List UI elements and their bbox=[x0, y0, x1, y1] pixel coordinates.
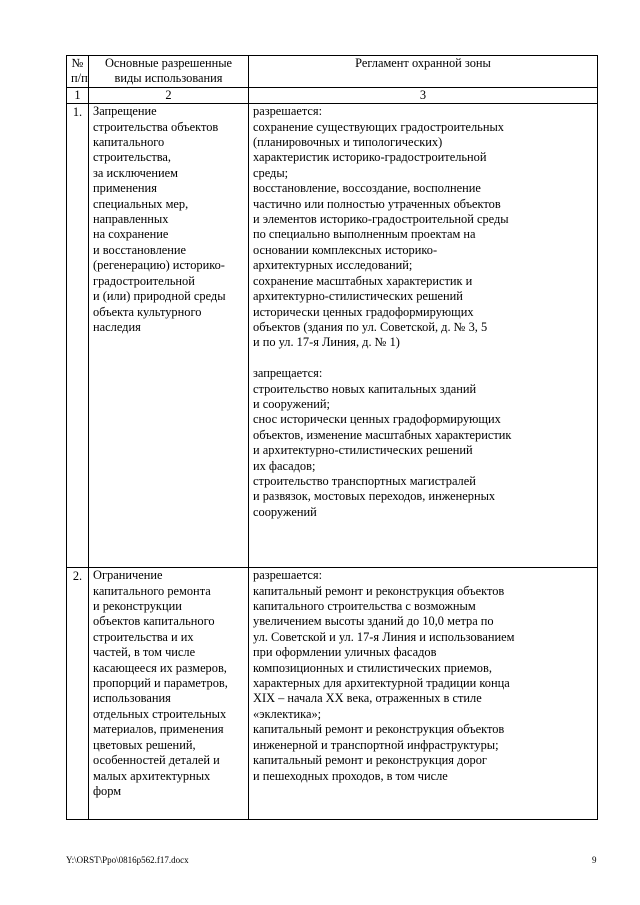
uses-line: направленных bbox=[93, 212, 169, 227]
regulation-line: строительство новых капитальных зданий bbox=[253, 381, 477, 396]
regulation-line: капитального строительства с возможным bbox=[253, 599, 476, 614]
uses-line: строительства и их bbox=[93, 629, 194, 644]
uses-line: пропорций и параметров, bbox=[93, 676, 228, 691]
regulation-line: сооружений bbox=[253, 504, 317, 519]
regulation-line: архитектурно-стилистических решений bbox=[253, 289, 463, 304]
row-reg-cell bbox=[249, 568, 598, 820]
regulation-line: основании комплексных историко- bbox=[253, 242, 438, 257]
regulation-line: композиционных и стилистических приемов, bbox=[253, 660, 492, 675]
column-index-row bbox=[67, 87, 598, 103]
header-reg-label: Регламент охранной зоны bbox=[355, 56, 491, 70]
regulation-line: капитальный ремонт и реконструкция объектов bbox=[253, 583, 505, 598]
regulation-line: капитальный ремонт и реконструкция дорог bbox=[253, 753, 487, 768]
regulation-line: XIX – начала XX века, отраженных в стиле bbox=[253, 691, 482, 706]
uses-line: и реконструкции bbox=[93, 599, 182, 614]
row-uses-cell bbox=[89, 568, 249, 820]
regulation-line: характеристик историко-градостроительной bbox=[253, 150, 487, 165]
paragraph-gap bbox=[253, 351, 593, 366]
regulation-line: и развязок, мостовых переходов, инженерных bbox=[253, 489, 496, 504]
regulation-line: сохранение масштабных характеристик и bbox=[253, 273, 473, 288]
regulation-line: и сооружений; bbox=[253, 396, 330, 411]
uses-line: объектов капитального bbox=[93, 614, 215, 629]
regulation-line: (планировочных и типологических) bbox=[253, 135, 443, 150]
uses-line: специальных мер, bbox=[93, 196, 189, 211]
regulation-line: исторически ценных градоформирующих bbox=[253, 304, 474, 319]
uses-line: Запрещение bbox=[93, 104, 157, 119]
row-reg-cell bbox=[249, 104, 598, 568]
table-row bbox=[67, 568, 598, 820]
header-uses-line: виды использования bbox=[114, 71, 223, 86]
uses-line: строительства объектов bbox=[93, 119, 219, 134]
uses-line: применения bbox=[93, 181, 157, 196]
table-header-row bbox=[67, 56, 598, 88]
uses-line: материалов, применения bbox=[93, 722, 224, 737]
column-index-cell: 1 bbox=[67, 87, 89, 103]
regulation-line: восстановление, воссоздание, восполнение bbox=[253, 181, 481, 196]
uses-line: строительства, bbox=[93, 150, 172, 165]
regulation-line: «эклектика»; bbox=[253, 706, 322, 721]
uses-line: на сохранение bbox=[93, 227, 169, 242]
uses-line: особенностей деталей и bbox=[93, 753, 220, 768]
regulation-line: снос исторически ценных градоформирующих bbox=[253, 412, 501, 427]
regulation-line: и элементов историко-градостроительной среды bbox=[253, 212, 509, 227]
regulation-line: увеличением высоты зданий до 10,0 метра по bbox=[253, 614, 494, 629]
regulation-line: запрещается: bbox=[253, 366, 323, 381]
regulation-line: частично или полностью утраченных объектов bbox=[253, 196, 501, 211]
regulation-line: объектов (здания по ул. Советской, д. № 3, 5 bbox=[253, 319, 488, 334]
uses-line: наследия bbox=[93, 319, 141, 334]
header-num-line: п/п bbox=[71, 71, 88, 86]
uses-line: градостроительной bbox=[93, 273, 195, 288]
uses-line: и восстановление bbox=[93, 242, 187, 257]
row-number: 1. bbox=[67, 104, 89, 568]
row-number: 2. bbox=[67, 568, 89, 820]
uses-line: использования bbox=[93, 691, 171, 706]
header-uses-line: Основные разрешенные bbox=[104, 56, 233, 70]
regulation-table bbox=[66, 55, 598, 820]
regulation-line: строительство транспортных магистралей bbox=[253, 473, 476, 488]
regulation-line: и по ул. 17-я Линия, д. № 1) bbox=[253, 335, 400, 350]
regulation-line: разрешается: bbox=[253, 104, 323, 119]
regulation-line: объектов, изменение масштабных характеристик bbox=[253, 427, 512, 442]
column-index-cell: 3 bbox=[249, 87, 598, 103]
header-num-line: № bbox=[71, 56, 84, 70]
regulation-line: при оформлении уличных фасадов bbox=[253, 645, 437, 660]
header-reg-cell bbox=[249, 56, 598, 88]
column-index-cell: 2 bbox=[89, 87, 249, 103]
uses-line: объекта культурного bbox=[93, 304, 202, 319]
uses-line: и (или) природной среды bbox=[93, 289, 226, 304]
header-num-cell bbox=[67, 56, 89, 88]
uses-line: отдельных строительных bbox=[93, 706, 227, 721]
regulation-line: среды; bbox=[253, 165, 289, 180]
regulation-line: ул. Советской и ул. 17-я Линия и использованием bbox=[253, 629, 515, 644]
footer-page-number: 9 bbox=[592, 855, 597, 865]
regulation-line: сохранение существующих градостроительных bbox=[253, 119, 504, 134]
uses-line: за исключением bbox=[93, 165, 178, 180]
regulation-line: по специально выполненным проектам на bbox=[253, 227, 476, 242]
footer-file-path: Y:\ORST\Ppo\0816p562.f17.docx bbox=[66, 855, 189, 865]
uses-line: малых архитектурных bbox=[93, 768, 211, 783]
uses-line: касающееся их размеров, bbox=[93, 660, 227, 675]
row-uses-cell bbox=[89, 104, 249, 568]
regulation-line: и пешеходных проходов, в том числе bbox=[253, 768, 448, 783]
table-row bbox=[67, 104, 598, 568]
regulation-line: инженерной и транспортной инфраструктуры; bbox=[253, 737, 499, 752]
uses-line: капитального bbox=[93, 135, 165, 150]
uses-line: Ограничение bbox=[93, 568, 163, 583]
uses-line: капитального ремонта bbox=[93, 583, 211, 598]
regulation-line: их фасадов; bbox=[253, 458, 316, 473]
regulation-line: капитальный ремонт и реконструкция объектов bbox=[253, 722, 505, 737]
regulation-line: архитектурных исследований; bbox=[253, 258, 413, 273]
uses-line: (регенерацию) историко- bbox=[93, 258, 225, 273]
regulation-line: и архитектурно-стилистических решений bbox=[253, 443, 473, 458]
uses-line: форм bbox=[93, 783, 122, 798]
uses-line: цветовых решений, bbox=[93, 737, 196, 752]
header-uses-cell bbox=[89, 56, 249, 88]
regulation-line: разрешается: bbox=[253, 568, 323, 583]
regulation-line: характерных для архитектурной традиции конца bbox=[253, 676, 510, 691]
uses-line: частей, в том числе bbox=[93, 645, 196, 660]
